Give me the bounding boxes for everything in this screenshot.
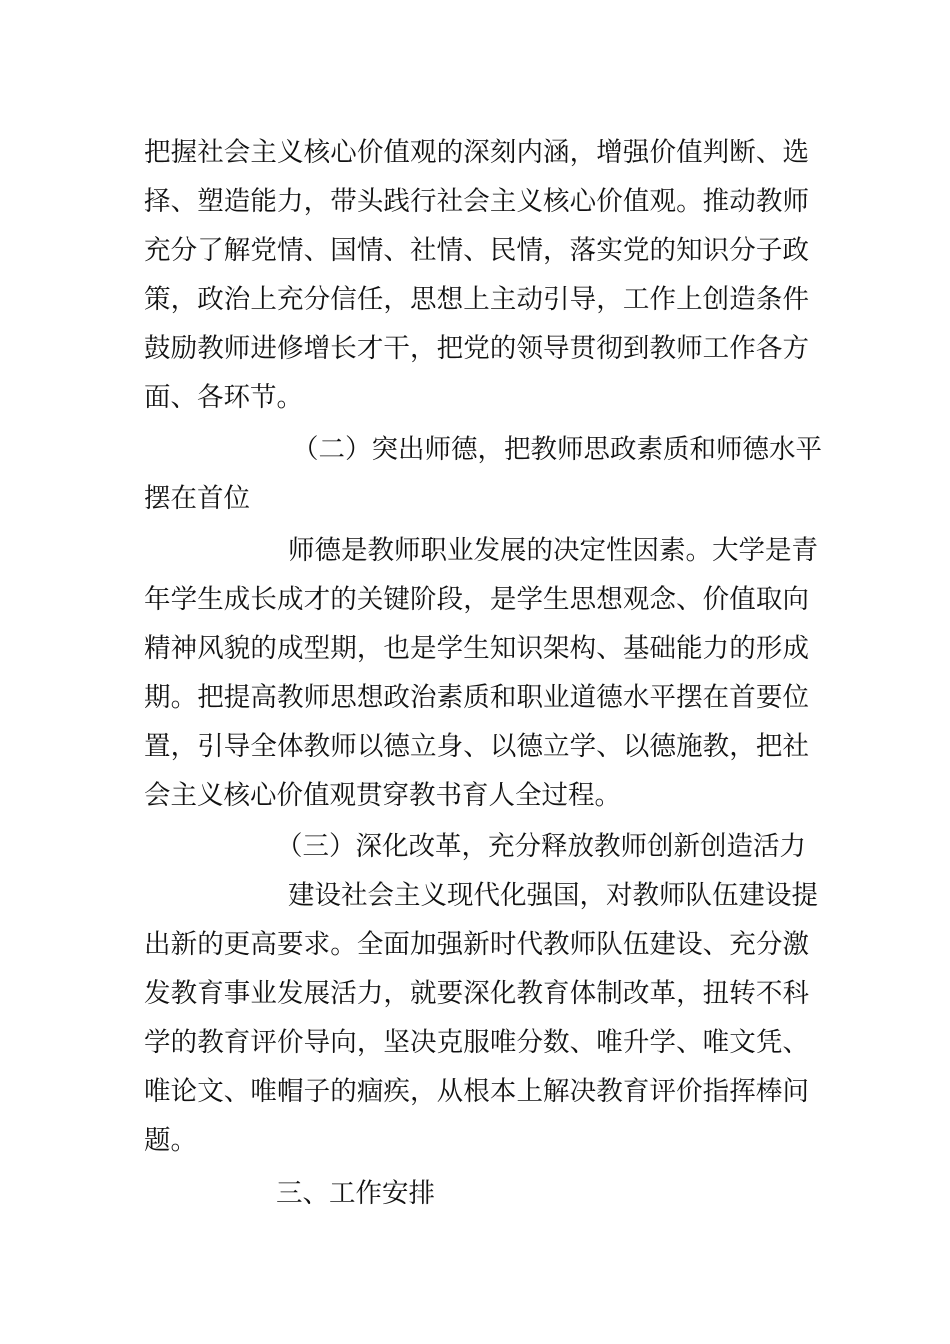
body-text-line: 鼓励教师进修增长才干，把党的领导贯彻到教师工作各方 [144,333,809,364]
body-text-line: 唯论文、唯帽子的痼疾，从根本上解决教育评价指挥棒问 [144,1076,809,1107]
body-text-line: 精神风貌的成型期，也是学生知识架构、基础能力的形成 [144,633,809,664]
body-text-line: 出新的更高要求。全面加强新时代教师队伍建设、充分激 [144,929,809,960]
body-text-line: 充分了解党情、国情、社情、民情，落实党的知识分子政 [144,235,809,266]
body-text-line: 建设社会主义现代化强国，对教师队伍建设提 [288,880,818,911]
section-heading-3: （三）深化改革，充分释放教师创新创造活力 [276,831,806,862]
body-text-line: 师德是教师职业发展的决定性因素。大学是青 [288,535,818,566]
body-text-line: 置，引导全体教师以德立身、以德立学、以德施教，把社 [144,731,809,762]
body-text-line: 发教育事业发展活力，就要深化教育体制改革，扭转不科 [144,978,809,1009]
body-text-line: 面、各环节。 [144,382,303,413]
section-heading-2-continued: 摆在首位 [144,483,250,514]
body-text-line: 策，政治上充分信任，思想上主动引导，工作上创造条件 [144,284,809,315]
body-text-line: 把握社会主义核心价值观的深刻内涵，增强价值判断、选 [144,137,809,168]
body-text-line: 题。 [144,1125,197,1156]
chapter-heading-3: 三、工作安排 [276,1178,435,1209]
body-text-line: 会主义核心价值观贯穿教书育人全过程。 [144,780,621,811]
body-text-line: 期。把提高教师思想政治素质和职业道德水平摆在首要位 [144,682,809,713]
section-heading-2: （二）突出师德，把教师思政素质和师德水平 [292,434,822,465]
body-text-line: 择、塑造能力，带头践行社会主义核心价值观。推动教师 [144,186,809,217]
body-text-line: 年学生成长成才的关键阶段，是学生思想观念、价值取向 [144,584,809,615]
body-text-line: 学的教育评价导向，坚决克服唯分数、唯升学、唯文凭、 [144,1027,809,1058]
